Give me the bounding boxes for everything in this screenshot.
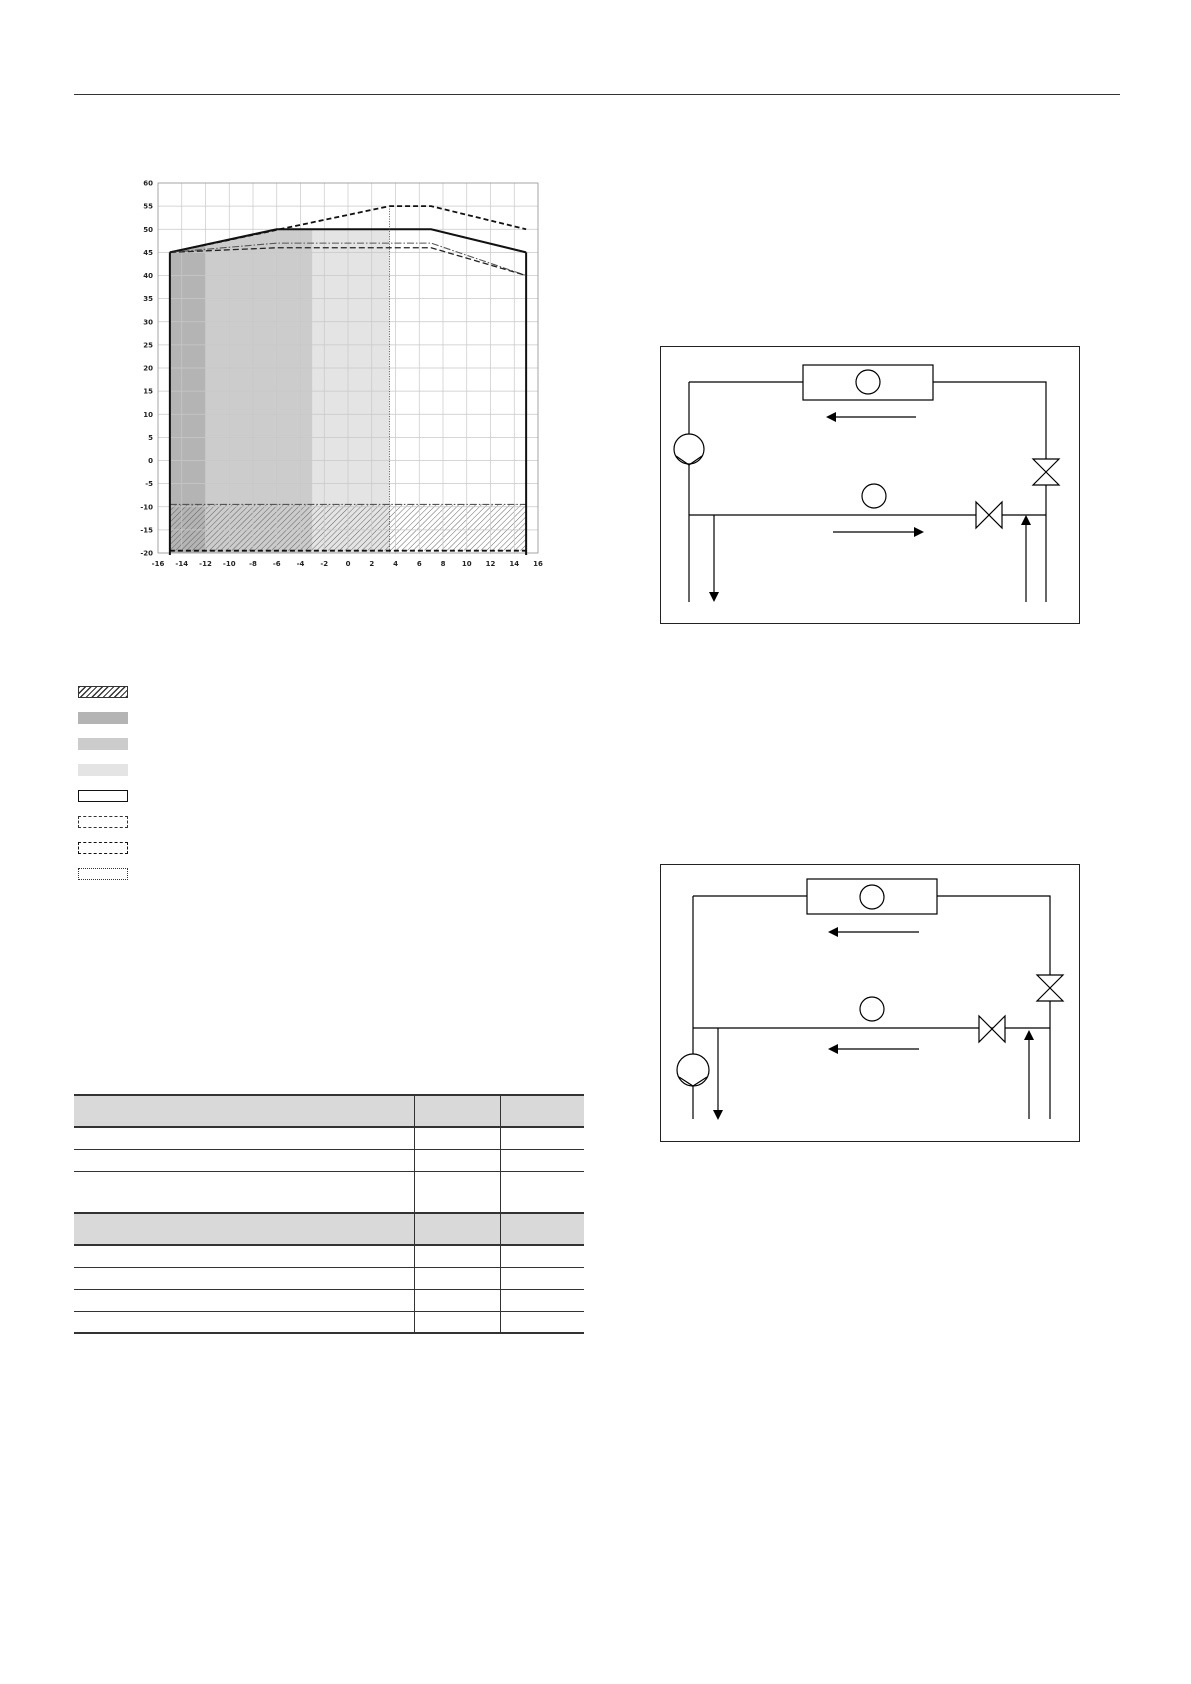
y-tick-label: 5: [148, 433, 153, 442]
table-row: [74, 1171, 584, 1213]
table-header-row: [74, 1213, 584, 1245]
legend-light-grey-swatch: [78, 764, 128, 776]
table-row: [74, 1149, 584, 1171]
table-row: [74, 1127, 584, 1149]
hydraulic-diagram-top: [660, 346, 1080, 624]
sensor-circle: [862, 484, 886, 508]
sensor-circle: [860, 885, 884, 909]
y-tick-label: 55: [143, 202, 153, 211]
y-tick-label: 30: [143, 318, 153, 327]
x-tick-label: -14: [175, 560, 189, 568]
legend-dashed-line-swatch: [78, 816, 128, 828]
pump-icon: [674, 434, 704, 465]
valve-icon: [976, 502, 1002, 528]
y-tick-label: 35: [143, 295, 153, 304]
chart-legend: [78, 686, 138, 894]
table-row: [74, 1311, 584, 1333]
sensor-circle: [860, 997, 884, 1021]
x-tick-label: -2: [320, 560, 329, 568]
legend-dark-grey-swatch: [78, 712, 128, 724]
y-tick-label: -10: [140, 503, 153, 512]
legend-bold-dashed-line-swatch: [78, 842, 128, 854]
y-tick-label: 40: [143, 272, 153, 280]
spec-table: [74, 1094, 584, 1334]
y-tick-label: -5: [145, 480, 153, 489]
x-tick-label: -4: [296, 560, 305, 568]
pump-icon: [677, 1054, 709, 1086]
y-tick-label: 60: [143, 179, 153, 188]
x-tick-label: 4: [393, 560, 398, 568]
header-rule: [74, 94, 1120, 95]
y-tick-label: 15: [143, 387, 153, 396]
hydraulic-diagram-bottom: [660, 864, 1080, 1142]
y-tick-label: 20: [143, 364, 153, 373]
y-tick-label: 0: [148, 457, 153, 465]
x-tick-label: -8: [249, 560, 257, 568]
y-tick-label: 50: [143, 225, 153, 234]
legend-solid-line-swatch: [78, 790, 128, 802]
y-tick-label: 45: [143, 248, 153, 257]
y-tick-label: 25: [143, 341, 153, 350]
x-tick-label: 14: [509, 560, 520, 568]
legend-dotted-line-swatch: [78, 868, 128, 880]
x-tick-label: -12: [199, 560, 212, 568]
y-tick-label: -20: [140, 549, 153, 558]
table-header-row: [74, 1095, 584, 1127]
table-row: [74, 1267, 584, 1289]
table-row: [74, 1289, 584, 1311]
legend-medium-grey-swatch: [78, 738, 128, 750]
x-tick-label: -16: [151, 560, 165, 568]
x-tick-label: 12: [485, 560, 496, 568]
table-row: [74, 1245, 584, 1267]
operating-range-chart: [120, 170, 550, 570]
x-tick-label: 0: [345, 560, 351, 568]
x-tick-label: 6: [416, 560, 422, 568]
x-tick-label: 8: [440, 560, 446, 568]
valve-icon: [1037, 975, 1063, 1001]
x-tick-label: 10: [461, 560, 472, 568]
x-tick-label: -6: [272, 560, 281, 568]
x-tick-label: 16: [533, 560, 543, 568]
y-tick-label: -15: [140, 526, 153, 535]
legend-hatched-swatch: [78, 686, 128, 698]
sensor-circle: [856, 370, 880, 394]
x-tick-label: 2: [369, 560, 375, 568]
x-tick-label: -10: [222, 560, 236, 568]
valve-icon: [1033, 459, 1059, 485]
y-tick-label: 10: [143, 410, 153, 419]
valve-icon: [979, 1016, 1005, 1042]
